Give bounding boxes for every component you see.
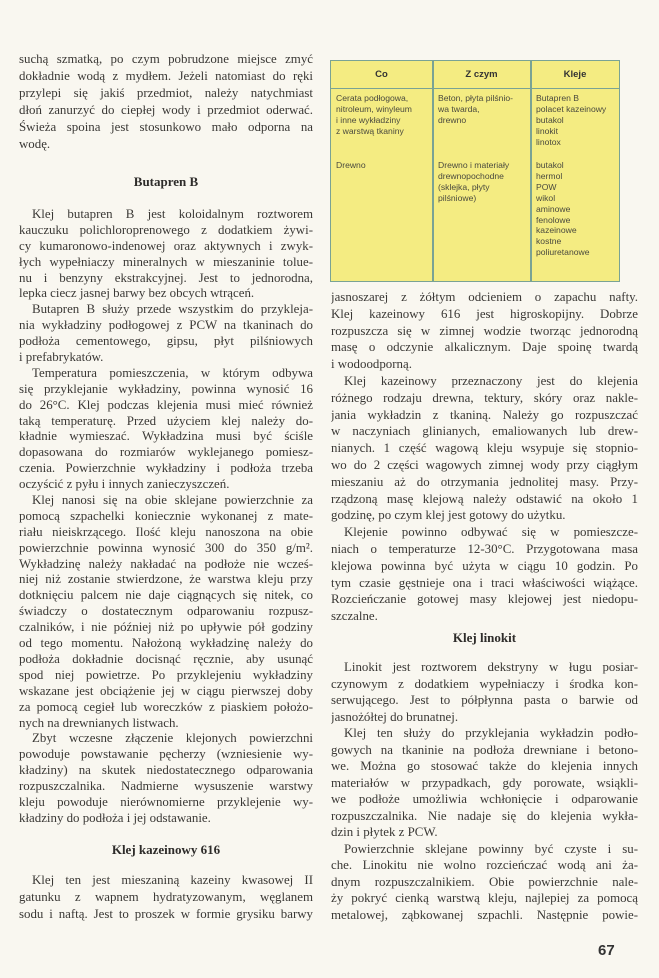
text-line: suchą szmatką, po czym pobrudzone miejsce zmyć [19, 52, 313, 66]
text-line: nia wykładziny podłogowej z PCW na tkaninach do [19, 318, 313, 333]
text-line: mieszaniu aż do otrzymania jednolitej masy. Przy- [331, 474, 638, 489]
text-line: gowych na tkaninie na podłoża drewniane i betono- [331, 742, 638, 757]
text-line: tym czasie gęstnieje ona i traci właściwości wiążące. [331, 575, 638, 590]
text-line: Klej kazeinowy 616 jest higroskopijny. Dobrze [331, 306, 638, 321]
text-line: Butapren B służy przede wszystkim do przykleja- [32, 302, 313, 317]
text-line: ży pokryć cienką warstwą kleju, najlepiej za pomocą [331, 891, 638, 905]
text-line: za pomocą cegieł lub woreczków z piaskiem położo- [19, 699, 313, 714]
text-line: nianych. 1 część wagową kleju wsypuje się stopnio- [331, 441, 638, 456]
text-line: rozpuszczalnika. Nadmierne wysuszenie warstwy [19, 779, 313, 794]
text-line: powierzchnie powinna wynosić 300 do 350 g/m². [19, 540, 313, 555]
cell-line: wa twarda, [438, 103, 480, 114]
cell-line: fenolowe [536, 214, 571, 225]
paragraph [19, 51, 313, 153]
text-line: dotknięciu palcem nie daje ciągnących się nitek, co [19, 588, 313, 603]
cell-line: polacet kazeinowy [536, 103, 607, 114]
cell-line: (sklejka, płyty [438, 181, 490, 192]
cell-line: poliuretanowe [536, 247, 590, 258]
paragraph [19, 872, 313, 923]
text-line: nu i benzyny ekstrakcyjnej. Jest to jednorodna, [19, 270, 313, 285]
cell-line: linotox [536, 136, 561, 147]
text-line: dzin i płytek z PCW. [331, 825, 438, 839]
text-line: Temperatura pomieszczenia, w którym odbywa [32, 365, 313, 380]
cell-line: i inne wykładziny [336, 114, 401, 125]
section-body-butapren-b [19, 207, 313, 827]
section-body-klej-linokit [331, 659, 638, 923]
column-header-co: Co [375, 69, 388, 80]
text-line: jasnożółtej do brunatnej. [331, 709, 459, 724]
text-line: Rozcieńczanie gotowej masy klejowej jest niedopu- [331, 592, 638, 607]
text-line: Powierzchnie sklejane powinny być czyste i su- [344, 841, 638, 856]
text-line: od tego momentu. Nałożoną wykładzinę należy do [19, 636, 313, 651]
paragraph [331, 659, 638, 725]
paragraph [19, 366, 313, 493]
text-line: Klej butapren B jest koloidalnym roztworem [32, 207, 313, 221]
text-line: kładnie wymieszać. Wykładzina musi być ściśle [19, 429, 313, 444]
column-header-z-czym: Z czym [465, 69, 498, 80]
column-divider [530, 61, 532, 281]
cell-line: drewno [438, 114, 467, 125]
cell-line: Drewno i materiały [438, 160, 510, 170]
cell-line: kazeinowe [536, 225, 577, 236]
text-line: kładziny) na skutek niedostatecznego odparowania [19, 763, 313, 778]
text-line: riału nieiskrzącego. Ilość kleju nanoszona na obie [19, 524, 313, 539]
text-line: czynowym z dodatkiem wypełniaczy i środka kon- [331, 676, 638, 691]
text-line: w naczyniach glinianych, emaliowanych lub drew- [331, 424, 638, 439]
text-line: czalników, i nie później niż po upływie pół godziny [19, 620, 313, 635]
text-line: i prefabrykatów. [19, 350, 104, 365]
paragraph [331, 725, 638, 841]
text-line: i wodoodporną. [331, 357, 412, 372]
text-line: metalowej, ząbkowanej szpachli. Następnie powie- [331, 907, 638, 922]
text-line: niach o temperaturze 12-30°C. Przygotowana masa [331, 541, 638, 556]
text-line: dnym rozpuszczalnikiem. Obie powierzchnie nale- [331, 874, 638, 889]
text-line: podłoża dokładnie docisnąć ręcznie, aby usunąć [19, 651, 313, 666]
text-line: nych na drewnianych listwach. [19, 715, 179, 730]
paragraph [331, 524, 638, 625]
paragraph [19, 302, 313, 366]
text-line: Linokit jest roztworem dekstryny w ługu posiar- [344, 660, 638, 674]
text-line: gatunku z wapnem hydratyzowanym, węglanem [19, 890, 313, 904]
text-line: do 26°C. Klej podczas klejenia musi mieć również [19, 397, 313, 412]
cell-line: Beton, płyta pilśnio- [438, 93, 513, 103]
text-line: czenia. Powierzchnie wykładziny i podłoża trzeba [19, 461, 313, 476]
cell-line: nitroleum, winyleum [336, 103, 412, 114]
text-line: rozpuszczalnika. Nie nadaje się do klejenia wykła- [331, 808, 638, 823]
text-line: che. Linokitu nie wolno rozcieńczać wodą ani ża- [331, 858, 638, 872]
column-divider [432, 61, 434, 281]
text-line: Klej ten służy do przyklejania wykładzin podło- [344, 726, 638, 740]
text-line: kauczuku polichloroprenowego z dodatkiem żywi- [19, 222, 313, 237]
cell-line: wikol [536, 192, 556, 203]
text-line: wodę. [19, 137, 51, 151]
text-line: lepka ciecz jasnej barwy bez obcych wtrąceń. [19, 286, 255, 301]
table-cell-z-czym [438, 93, 513, 126]
text-line: wskazane jest obciążenie jej w ciągu pierwszej doby [19, 683, 313, 698]
cell-line: butakol [536, 114, 564, 125]
page-number: 67 [598, 942, 615, 959]
text-line: niej niż zostanie stwierdzone, że warstwa kleju przy [19, 572, 313, 587]
text-line: rozpuszcza się w zimnej wodzie tworząc jednorodną [331, 323, 638, 338]
cell-line: z warstwą tkaniny [336, 125, 404, 136]
text-line: we podłoże umożliwia wchłonięcie i odparowanie [331, 792, 638, 806]
text-line: jasnoszarej z żółtym odcieniem o zapachu nafty. [331, 290, 638, 304]
table-cell-co [336, 160, 366, 171]
paragraph [331, 841, 638, 924]
paragraph [19, 731, 313, 826]
table-cell-z-czym [438, 160, 509, 204]
text-line: Klejenie powinno odbywać się w pomieszcze- [344, 525, 638, 540]
text-line: Klej ten jest mieszaniną kazeiny kwasowej II [32, 873, 313, 887]
cell-line: linokit [536, 125, 558, 136]
table-cell-kleje [536, 93, 606, 148]
cell-line: pilśniowe) [438, 192, 477, 203]
column-header-kleje: Kleje [563, 69, 587, 80]
text-line: cy kumaronowo-indenowej oraz aktywnych i zwyk- [19, 238, 313, 253]
text-line: Klej nanosi się na obie sklejane powierzchnie za [32, 493, 313, 508]
text-line: Klej kazeinowy przeznaczony jest do klejenia [344, 373, 638, 388]
text-line: Zbyt wczesne złączenie klejonych powierzchni [32, 731, 313, 746]
text-line: Świeża spoina jest stosunkowo mało odporna na [19, 120, 313, 134]
cell-line: Drewno [336, 160, 366, 170]
cell-line: Butapren B [536, 93, 579, 103]
text-line: materiałów w przypadkach, gdy porowate, wsiąkli- [331, 775, 638, 790]
table-header-row [331, 61, 619, 89]
text-line: serwującego. Jest to półpłynna pasta o barwie od [331, 693, 638, 707]
text-line: świadczy o dostatecznym odparowaniu rozpusz- [19, 604, 313, 619]
cell-line: drewnopochodne [438, 170, 504, 181]
text-line: godzinę, po czym klej jest gotowy do użytku. [331, 508, 566, 523]
cell-line: Cerata podłogowa, [336, 93, 409, 103]
text-line: szczalne. [331, 609, 378, 624]
text-line: we. Można go stosować także do klejenia innych [331, 759, 638, 773]
section-heading-klej-kazeinowy: Klej kazeinowy 616 [111, 842, 221, 857]
text-line: łych wypełniaczy mineralnych w mieszaninie tolue- [19, 254, 313, 269]
text-line: masę o odczynie alkalicznym. Daje spoinę twardą [331, 340, 638, 355]
text-line: powoduje powstawanie pęcherzy (wzniesienie wy- [19, 747, 313, 762]
text-line: podłoża cementowego, gipsu, płyt pilśniowych [19, 334, 313, 349]
paragraph [19, 207, 313, 302]
text-line: jania wykładzin z tkaniną. Należy go rozpuszczać [331, 407, 638, 422]
text-line: dokładnie wodą z mydłem. Jeżeli natomiast do ręki [19, 69, 313, 83]
text-line: kleju powoduje nierównomierne przyklejenie wy- [19, 794, 313, 809]
text-line: wo do 2 części wagowych zimnej wody przy ciągłym [331, 457, 638, 472]
text-line: kładziny do podłoża i jej odstawanie. [19, 810, 211, 825]
text-line: taką temperaturę. Przed użyciem klej należy do- [19, 413, 313, 428]
text-line: się przyklejanie wykładziny, powinna wynosić 16 [19, 381, 313, 396]
table-cell-co [336, 93, 412, 137]
text-line: klejowa powinna być użyta w ciągu 10 godzin. Po [331, 558, 638, 573]
text-line: różnego rodzaju drewna, tektury, skóry oraz nakle- [331, 390, 638, 405]
text-line: sodu i naftą. Jest to proszek w formie grysiku barwy [19, 907, 313, 921]
text-line: dopasowana do rozmiarów wyklejanego pomiesz- [19, 445, 313, 460]
cell-line: aminowe [536, 203, 571, 214]
table-cell-kleje [536, 160, 590, 258]
paragraph [19, 493, 313, 731]
text-line: przylepi się jakiś przedmiot, należy natychmiast [19, 86, 313, 100]
cell-line: kostne [536, 236, 562, 247]
paragraph [331, 289, 638, 373]
text-line: pomocą szpachelki koniecznie wykonanej z mate- [19, 508, 313, 523]
text-line: dłoń zanurzyć do ciepłej wody i przedmiot oderwać. [19, 103, 313, 117]
cell-line: butakol [536, 160, 564, 170]
adhesives-table [330, 60, 620, 282]
section-heading-butapren-b: Butapren B [133, 174, 199, 189]
cell-line: POW [536, 181, 557, 192]
text-line: rządzoną masę klejową należy odstawić na około 1 [331, 491, 638, 506]
text-line: Wykładzinę należy nakładać na podłoże nie wcześ- [19, 556, 313, 571]
text-line: oczyścić z pyłu i innych zanieczyszczeń. [19, 477, 230, 492]
cell-line: hermol [536, 170, 563, 181]
text-line: spod niej powietrze. Po przyklejeniu wykładziny [19, 667, 313, 682]
section-body-klej-kazeinowy [331, 289, 638, 625]
paragraph [331, 373, 638, 524]
section-heading-klej-linokit: Klej linokit [452, 630, 517, 645]
